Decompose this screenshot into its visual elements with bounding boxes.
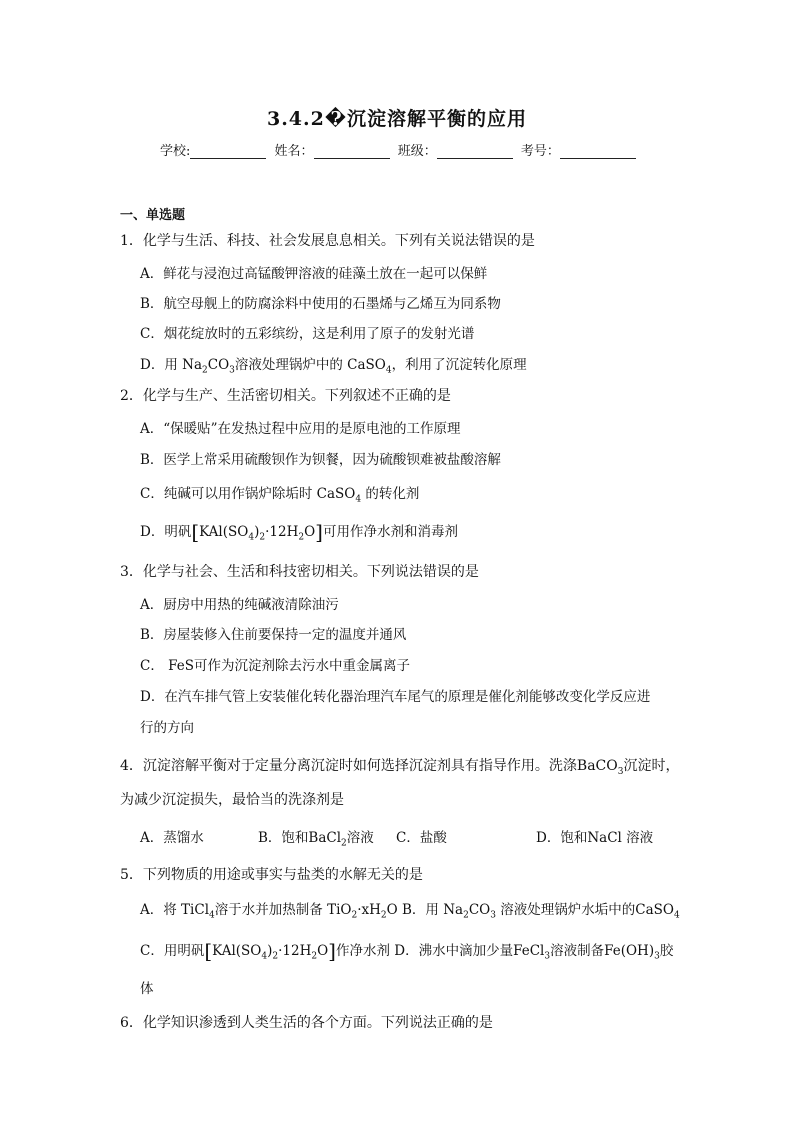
page-title: 3.4.2�沉淀溶解平衡的应用	[266, 108, 528, 130]
question-4-stem-continued: 为减少沉淀损失，最恰当的洗涤剂是	[120, 792, 344, 808]
question-4-stem: 4．沉淀溶解平衡对于定量分离沉淀时如何选择沉淀剂具有指导作用。洗涤BaCO$_3$沉淀时，	[120, 758, 680, 777]
question-3-option-a: A．厨房中用热的纯碱液清除油污	[140, 597, 339, 613]
question-4-option-a: A．蒸馏水	[140, 830, 204, 846]
question-1-option-c: C．烟花绽放时的五彩缤纷，这是利用了原子的发射光谱	[140, 326, 475, 342]
question-2-option-c: C．纯碱可以用作锅炉除垢时 CaSO$_4$ 的转化剂	[140, 486, 420, 505]
question-5-option-c-d	[140, 939, 673, 963]
question-5-option-c: C．用明矾$[KAl(SO_4)_2\cdot 12H_2O]$作净水剂	[140, 939, 390, 963]
question-2-stem: 2．化学与生产、生活密切相关。下列叙述不正确的是	[120, 388, 451, 404]
class-label: 班级：	[397, 144, 437, 159]
question-1-stem: 1．化学与生活、科技、社会发展息息相关。下列有关说法错误的是	[120, 233, 535, 249]
question-5-option-b: B．用 $Na_2CO_3$ 溶液处理锅炉水垢中的CaSO$_4$	[401, 902, 680, 921]
question-2-option-d: D．明矾$[KAl(SO_4)_2\cdot 12H_2O]$可用作净水剂和消毒剂	[140, 520, 458, 544]
number-label: 考号：	[520, 144, 560, 159]
question-6-stem: 6．化学知识渗透到人类生活的各个方面。下列说法正确的是	[120, 1015, 493, 1031]
question-2-option-a: A．“保暖贴”在发热过程中应用的是原电池的工作原理	[140, 421, 461, 437]
student-info-line	[160, 140, 640, 159]
question-4-option-d: D．饱和NaCl 溶液	[536, 830, 654, 846]
question-3-option-d-continued: 行的方向	[140, 720, 194, 736]
question-5-option-d: D．沸水中滴加少量FeCl$_3$溶液制备$Fe(OH)_3$胶	[394, 943, 674, 962]
class-blank[interactable]	[437, 144, 513, 159]
question-5-option-d-continued: 体	[140, 981, 154, 997]
school-label: 学校:	[160, 144, 191, 159]
name-label: 姓名：	[274, 144, 314, 159]
question-5-stem: 5．下列物质的用途或事实与盐类的水解无关的是	[120, 867, 423, 883]
question-2-option-b: B．医学上常采用硫酸钡作为钡餐，因为硫酸钡难被盐酸溶解	[140, 452, 501, 468]
section-title: 一、单选题	[120, 208, 186, 223]
question-1-option-b: B．航空母舰上的防腐涂料中使用的石墨烯与乙烯互为同系物	[140, 296, 501, 312]
question-1-option-d: D．用 $Na_2CO_3$溶液处理锅炉中的 CaSO$_4$，利用了沉淀转化原理	[140, 357, 527, 376]
question-3-option-b: B．房屋装修入住前要保持一定的温度并通风	[140, 627, 407, 643]
question-3-option-c: C． FeS可作为沉淀剂除去污水中重金属离子	[140, 658, 410, 674]
school-blank[interactable]	[190, 144, 266, 159]
question-3-option-d: D．在汽车排气管上安装催化转化器治理汽车尾气的原理是催化剂能够改变化学反应进	[140, 689, 651, 705]
question-4-option-c: C．盐酸	[396, 830, 447, 846]
question-4-option-b: B．饱和BaCl$_2$溶液	[258, 830, 374, 849]
question-1-option-a: A．鲜花与浸泡过高锰酸钾溶液的硅藻土放在一起可以保鲜	[140, 266, 488, 282]
question-5-option-a-b	[140, 898, 680, 921]
question-5-option-a: A．将 TiCl$_4$溶于水并加热制备 $TiO_2\cdot xH_2O$	[140, 902, 398, 921]
number-blank[interactable]	[560, 144, 636, 159]
name-blank[interactable]	[314, 144, 390, 159]
question-3-stem: 3．化学与社会、生活和科技密切相关。下列说法错误的是	[120, 564, 479, 580]
